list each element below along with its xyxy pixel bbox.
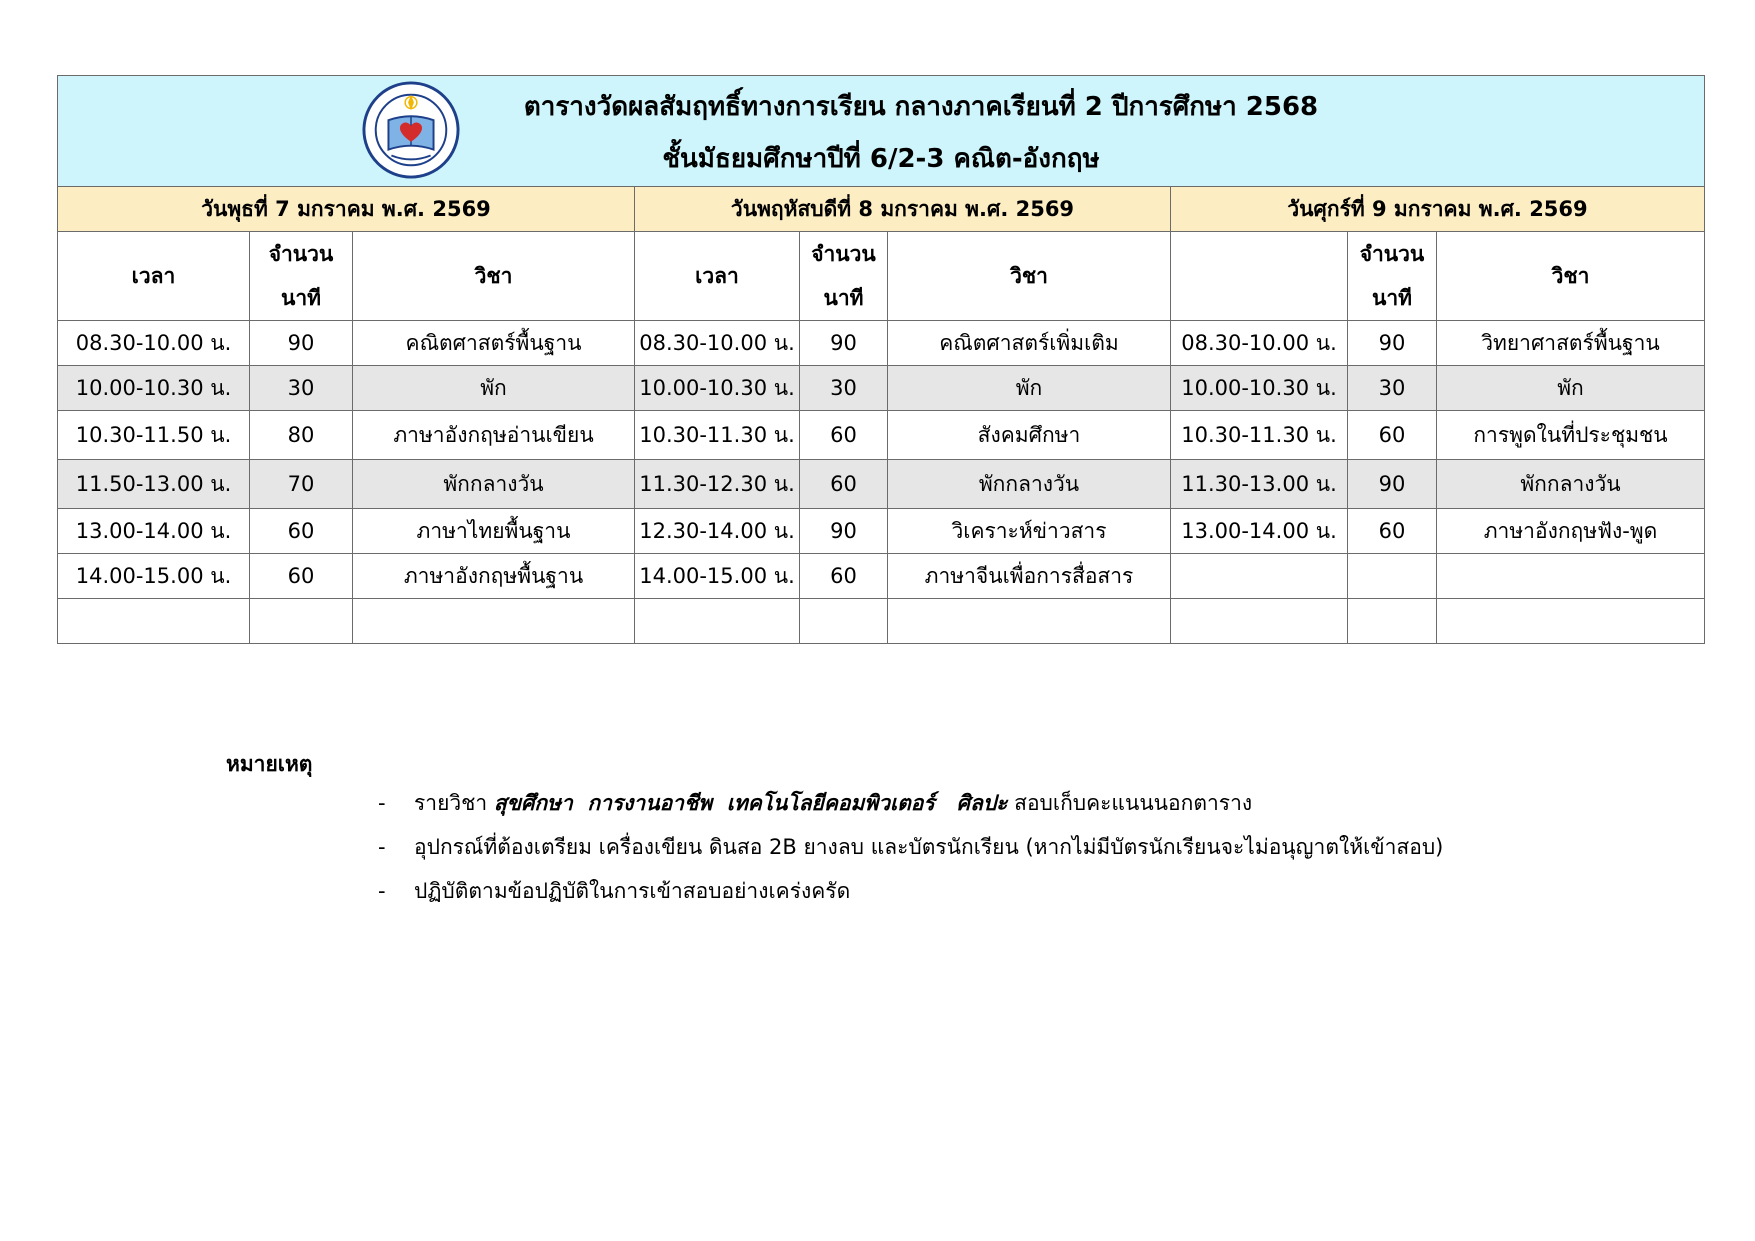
table-row — [58, 509, 1705, 554]
note-text: ปฏิบัติตามข้อปฏิบัติในการเข้าสอบอย่างเคร่งครัด — [414, 879, 851, 903]
col-header-subject: วิชา — [1437, 232, 1705, 321]
page-subtitle: ชั้นมัธยมศึกษาปีที่ 6/2-3 คณิต-อังกฤษ — [662, 144, 1100, 174]
minutes-cell: 90 — [1348, 460, 1437, 509]
time-cell: 08.30-10.00 น. — [58, 321, 250, 366]
notes-list — [378, 790, 1443, 922]
note-item — [378, 878, 1443, 922]
time-cell: 10.30-11.30 น. — [635, 411, 800, 460]
col-header-minutes: จำนวน นาที — [800, 232, 888, 321]
note-item — [378, 790, 1443, 834]
note-subjects: สุขศึกษา การงานอาชีพ เทคโนโลยีคอมพิวเตอร์ ศิลปะ — [493, 791, 1008, 815]
subject-cell — [1437, 599, 1705, 644]
note-item — [378, 834, 1443, 878]
minutes-cell — [1348, 554, 1437, 599]
subject-cell: ภาษาอังกฤษพื้นฐาน — [353, 554, 635, 599]
time-cell: 11.30-12.30 น. — [635, 460, 800, 509]
subject-cell: พัก — [888, 366, 1171, 411]
table-row — [58, 554, 1705, 599]
schedule-table — [57, 75, 1705, 644]
col-header-subject: วิชา — [353, 232, 635, 321]
table-row — [58, 411, 1705, 460]
time-cell: 14.00-15.00 น. — [635, 554, 800, 599]
minutes-cell: 70 — [250, 460, 353, 509]
time-cell: 10.00-10.30 น. — [1171, 366, 1348, 411]
time-cell: 10.30-11.50 น. — [58, 411, 250, 460]
col-header-minutes: จำนวน นาที — [1348, 232, 1437, 321]
minutes-cell: 90 — [800, 321, 888, 366]
table-row — [58, 460, 1705, 509]
minutes-cell: 90 — [800, 509, 888, 554]
minutes-cell: 30 — [800, 366, 888, 411]
exam-schedule — [57, 75, 1704, 644]
minutes-cell: 60 — [1348, 509, 1437, 554]
note-text: รายวิชา — [414, 791, 488, 815]
time-cell — [1171, 554, 1348, 599]
minutes-cell: 30 — [1348, 366, 1437, 411]
subject-cell — [1437, 554, 1705, 599]
subject-cell: คณิตศาสตร์เพิ่มเติม — [888, 321, 1171, 366]
col-header-subject: วิชา — [888, 232, 1171, 321]
subject-cell: วิเคราะห์ข่าวสาร — [888, 509, 1171, 554]
title-header — [58, 76, 1705, 187]
col-header-time: เวลา — [58, 232, 250, 321]
subject-cell: พักกลางวัน — [888, 460, 1171, 509]
time-cell — [58, 599, 250, 644]
minutes-cell: 60 — [800, 460, 888, 509]
minutes-cell: 60 — [250, 554, 353, 599]
time-cell — [1171, 599, 1348, 644]
notes-section — [226, 748, 312, 781]
col-header-time: เวลา — [635, 232, 800, 321]
subject-cell: วิทยาศาสตร์พื้นฐาน — [1437, 321, 1705, 366]
time-cell: 13.00-14.00 น. — [58, 509, 250, 554]
subject-cell: พักกลางวัน — [353, 460, 635, 509]
minutes-cell: 60 — [800, 411, 888, 460]
col-header-minutes: จำนวน นาที — [250, 232, 353, 321]
table-row — [58, 599, 1705, 644]
note-text: อุปกรณ์ที่ต้องเตรียม เครื่องเขียน ดินสอ 2B ยางลบ และบัตรนักเรียน (หากไม่มีบัตรนักเรียนจะไม่อนุญาตให้เข้าสอบ) — [414, 835, 1444, 859]
minutes-cell — [250, 599, 353, 644]
page-title: ตารางวัดผลสัมฤทธิ์ทางการเรียน กลางภาคเรียนที่ 2 ปีการศึกษา 2568 — [523, 92, 1319, 122]
subject-cell: พักกลางวัน — [1437, 460, 1705, 509]
minutes-cell: 90 — [250, 321, 353, 366]
time-cell: 11.50-13.00 น. — [58, 460, 250, 509]
minutes-cell: 60 — [1348, 411, 1437, 460]
time-cell: 10.00-10.30 น. — [58, 366, 250, 411]
subject-cell: สังคมศึกษา — [888, 411, 1171, 460]
subject-cell: พัก — [1437, 366, 1705, 411]
subject-cell: คณิตศาสตร์พื้นฐาน — [353, 321, 635, 366]
subject-cell: ภาษาอังกฤษอ่านเขียน — [353, 411, 635, 460]
time-cell: 14.00-15.00 น. — [58, 554, 250, 599]
subject-cell: พัก — [353, 366, 635, 411]
time-cell: 12.30-14.00 น. — [635, 509, 800, 554]
minutes-cell — [1348, 599, 1437, 644]
minutes-cell: 60 — [800, 554, 888, 599]
time-cell: 10.00-10.30 น. — [635, 366, 800, 411]
time-cell: 10.30-11.30 น. — [1171, 411, 1348, 460]
time-cell: 08.30-10.00 น. — [1171, 321, 1348, 366]
bullet-dash: - — [378, 835, 386, 859]
time-cell: 08.30-10.00 น. — [635, 321, 800, 366]
subject-cell: ภาษาไทยพื้นฐาน — [353, 509, 635, 554]
table-row — [58, 366, 1705, 411]
notes-title: หมายเหตุ — [226, 752, 313, 776]
day-header-friday: วันศุกร์ที่ 9 มกราคม พ.ศ. 2569 — [1171, 187, 1705, 232]
day-header-thursday: วันพฤหัสบดีที่ 8 มกราคม พ.ศ. 2569 — [635, 187, 1171, 232]
subject-cell: การพูดในที่ประชุมชน — [1437, 411, 1705, 460]
minutes-cell: 60 — [250, 509, 353, 554]
bullet-dash: - — [378, 879, 386, 903]
time-cell — [635, 599, 800, 644]
note-text: สอบเก็บคะแนนนอกตาราง — [1014, 791, 1253, 815]
subject-cell — [888, 599, 1171, 644]
time-cell: 13.00-14.00 น. — [1171, 509, 1348, 554]
minutes-cell: 80 — [250, 411, 353, 460]
col-header-time — [1171, 232, 1348, 321]
minutes-cell — [800, 599, 888, 644]
minutes-cell: 90 — [1348, 321, 1437, 366]
subject-cell — [353, 599, 635, 644]
bullet-dash: - — [378, 791, 386, 815]
table-row — [58, 321, 1705, 366]
minutes-cell: 30 — [250, 366, 353, 411]
subject-cell: ภาษาอังกฤษฟัง-พูด — [1437, 509, 1705, 554]
time-cell: 11.30-13.00 น. — [1171, 460, 1348, 509]
subject-cell: ภาษาจีนเพื่อการสื่อสาร — [888, 554, 1171, 599]
day-header-wednesday: วันพุธที่ 7 มกราคม พ.ศ. 2569 — [58, 187, 635, 232]
